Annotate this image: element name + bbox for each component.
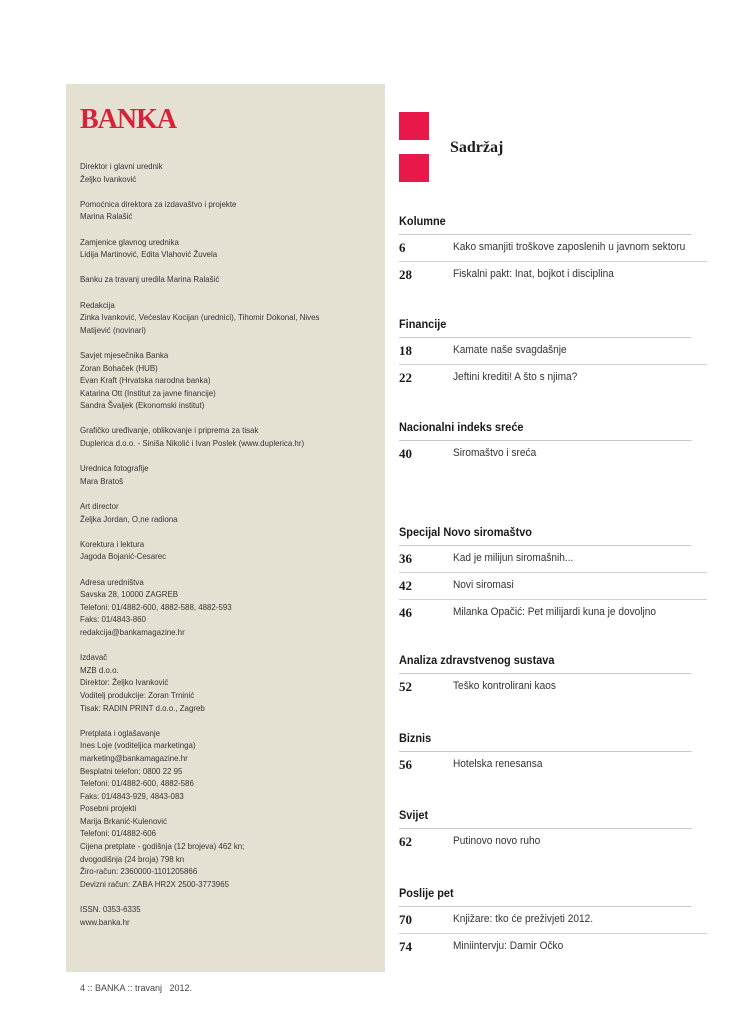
accent-square-top	[399, 112, 429, 140]
staff-line: Željko Ivanković	[80, 173, 137, 184]
staff-block	[80, 651, 351, 714]
contents-entry[interactable]	[399, 600, 707, 626]
staff-line: Pomoćnica direktora za izdavaštvo i projekte	[80, 198, 237, 209]
contents-entry[interactable]	[399, 674, 707, 700]
entry-title: Novi siromasi	[453, 579, 514, 591]
staff-block	[80, 462, 351, 487]
contents-entry[interactable]	[399, 235, 707, 262]
staff-line: Cijena pretplate - godišnja (12 brojeva) 462 kn;	[80, 841, 245, 852]
contents-section	[399, 422, 707, 467]
accent-square-bottom	[399, 154, 429, 182]
staff-line: Željka Jordan, O,ne radiona	[80, 513, 178, 524]
contents-title: Sadržaj	[450, 139, 504, 156]
entry-title: Hotelska renesansa	[453, 758, 543, 770]
staff-line: Redakcija	[80, 299, 115, 310]
staff-list	[80, 160, 351, 941]
staff-line: redakcija@bankamagazine.hr	[80, 626, 185, 637]
staff-block	[80, 500, 351, 525]
entry-page-number: 46	[399, 605, 412, 620]
entry-page-number: 36	[399, 551, 412, 566]
staff-line: Banku za travanj uredila Marina Ralašić	[80, 274, 220, 285]
staff-line: Duplerica d.o.o. - Siniša Nikolić i Ivan Poslek (www.duplerica.hr)	[80, 438, 305, 449]
staff-line: Direktor: Željko Ivanković	[80, 677, 169, 688]
staff-line: Devizni račun: ZABA HR2X 2500-3773965	[80, 878, 229, 889]
entry-page-number: 74	[399, 939, 412, 954]
entry-page-number: 70	[399, 912, 412, 927]
entry-page-number: 62	[399, 834, 412, 849]
entry-title: Teško kontrolirani kaos	[453, 680, 556, 692]
contents-section	[399, 216, 707, 288]
staff-line: Telefoni: 01/4882-600, 4882-588, 4882-593	[80, 601, 232, 612]
entry-title: Knjižare: tko će preživjeti 2012.	[453, 913, 594, 925]
staff-line: Marina Ralašić	[80, 211, 133, 222]
staff-line: MZB d.o.o.	[80, 664, 119, 675]
section-title: Kolumne	[399, 216, 692, 235]
staff-line: Katarina Ott (Institut za javne financije)	[80, 387, 216, 398]
staff-line: Savjet mjesečnika Banka	[80, 349, 169, 360]
contents-entry[interactable]	[399, 441, 707, 467]
staff-line: Art director	[80, 501, 119, 512]
staff-block	[80, 299, 351, 337]
page-footer: 4 :: BANKA :: travanj 2012.	[80, 983, 193, 993]
contents-entry[interactable]	[399, 573, 707, 600]
contents-entry[interactable]	[399, 934, 707, 960]
entry-title: Kamate naše svagdašnje	[453, 344, 567, 356]
entry-page-number: 18	[399, 343, 412, 358]
staff-line: Voditelj produkcije: Zoran Trninić	[80, 689, 195, 700]
contents-section	[399, 888, 707, 960]
staff-line: Lidija Martinović, Edita Vlahović Žuvela	[80, 249, 218, 260]
staff-line: Jagoda Bojanić-Cesarec	[80, 551, 167, 562]
contents-entry[interactable]	[399, 829, 707, 855]
contents-section	[399, 733, 707, 778]
entry-page-number: 42	[399, 578, 412, 593]
entry-page-number: 56	[399, 757, 412, 772]
staff-line: Tisak: RADIN PRINT d.o.o., Zagreb	[80, 702, 205, 713]
entry-title: Putinovo novo ruho	[453, 835, 541, 847]
staff-line: Direktor i glavni urednik	[80, 161, 163, 171]
staff-line: Telefoni: 01/4882-606	[80, 828, 157, 839]
staff-line: Adresa uredništva	[80, 576, 144, 587]
entry-page-number: 28	[399, 267, 412, 282]
staff-line: www.banka.hr	[80, 916, 130, 927]
contents-entry[interactable]	[399, 752, 707, 778]
section-title: Nacionalni indeks sreće	[399, 422, 692, 441]
staff-line: Besplatni telefon: 0800 22 95	[80, 765, 183, 776]
contents-entry[interactable]	[399, 907, 707, 934]
staff-line: Žiro-račun: 2360000-1101205866	[80, 866, 198, 877]
masthead-panel	[66, 84, 385, 972]
staff-block	[80, 236, 351, 261]
staff-block	[80, 198, 351, 223]
contents-entry[interactable]	[399, 262, 707, 288]
section-title: Analiza zdravstvenog sustava	[399, 655, 692, 674]
entry-page-number: 6	[399, 240, 406, 255]
entry-title: Kad je milijun siromašnih...	[453, 552, 574, 564]
entry-page-number: 22	[399, 370, 412, 385]
staff-block	[80, 903, 351, 928]
staff-line: Urednica fotografije	[80, 463, 149, 474]
entry-title: Fiskalni pakt: Inat, bojkot i disciplina	[453, 268, 614, 280]
staff-line: Faks: 01/4843-929, 4843-083	[80, 790, 184, 801]
section-title: Biznis	[399, 733, 692, 752]
entry-page-number: 40	[399, 446, 412, 461]
staff-line: Izdavač	[80, 652, 108, 663]
staff-line: Posebni projekti	[80, 803, 137, 814]
contents-entry[interactable]	[399, 338, 707, 365]
staff-block	[80, 160, 351, 185]
contents-section	[399, 527, 707, 626]
contents-section	[399, 319, 707, 391]
staff-line: Grafičko uređivanje, oblikovanje i priprema za tisak	[80, 425, 259, 436]
staff-block	[80, 727, 351, 891]
staff-line: Evan Kraft (Hrvatska narodna banka)	[80, 375, 211, 386]
section-title: Financije	[399, 319, 692, 338]
contents-section	[399, 655, 707, 700]
entry-title: Siromaštvo i sreća	[453, 447, 537, 459]
staff-line: Zamjenice glavnog urednika	[80, 236, 179, 247]
entry-page-number: 52	[399, 679, 412, 694]
staff-line: Pretplata i oglašavanje	[80, 727, 160, 738]
contents-section	[399, 810, 707, 855]
section-title: Svijet	[399, 810, 692, 829]
entry-title: Jeftini krediti! A što s njima?	[453, 371, 578, 383]
staff-line: dvogodišnja (24 broja) 798 kn	[80, 853, 185, 864]
staff-block	[80, 538, 351, 563]
entry-title: Milanka Opačić: Pet milijardi kuna je dovoljno	[453, 606, 657, 618]
staff-line: Sandra Švaljek (Ekonomski institut)	[80, 400, 205, 411]
staff-line: Marija Brkanić-Kulenović	[80, 815, 168, 826]
staff-line: Mara Bratoš	[80, 475, 124, 486]
staff-line: Savska 28, 10000 ZAGREB	[80, 589, 179, 600]
staff-line: ISSN. 0353-6335	[80, 904, 141, 915]
entry-title: Miniintervju: Damir Očko	[453, 940, 564, 952]
section-title: Specijal Novo siromaštvo	[399, 527, 692, 546]
staff-block	[80, 349, 351, 412]
staff-line: Matijević (novinari)	[80, 324, 146, 335]
staff-block	[80, 424, 351, 449]
staff-block	[80, 273, 351, 286]
section-title: Poslije pet	[399, 888, 692, 907]
staff-line: Ines Loje (voditeljica marketinga)	[80, 740, 196, 751]
staff-line: Zinka Ivanković, Većeslav Kocijan (urednici), Tihomir Dokonal, Nives	[80, 312, 320, 323]
staff-block	[80, 576, 351, 639]
staff-line: marketing@bankamagazine.hr	[80, 752, 188, 763]
contents-entry[interactable]	[399, 546, 707, 573]
entry-title: Kako smanjiti troškove zaposlenih u javnom sektoru	[453, 241, 686, 253]
contents-entry[interactable]	[399, 365, 707, 391]
staff-line: Korektura i lektura	[80, 538, 145, 549]
banka-logo: BANKA	[80, 104, 177, 135]
staff-line: Telefoni: 01/4882-600, 4882-586	[80, 778, 194, 789]
staff-line: Faks: 01/4843-860	[80, 614, 146, 625]
staff-line: Zoran Bohaček (HUB)	[80, 362, 158, 373]
